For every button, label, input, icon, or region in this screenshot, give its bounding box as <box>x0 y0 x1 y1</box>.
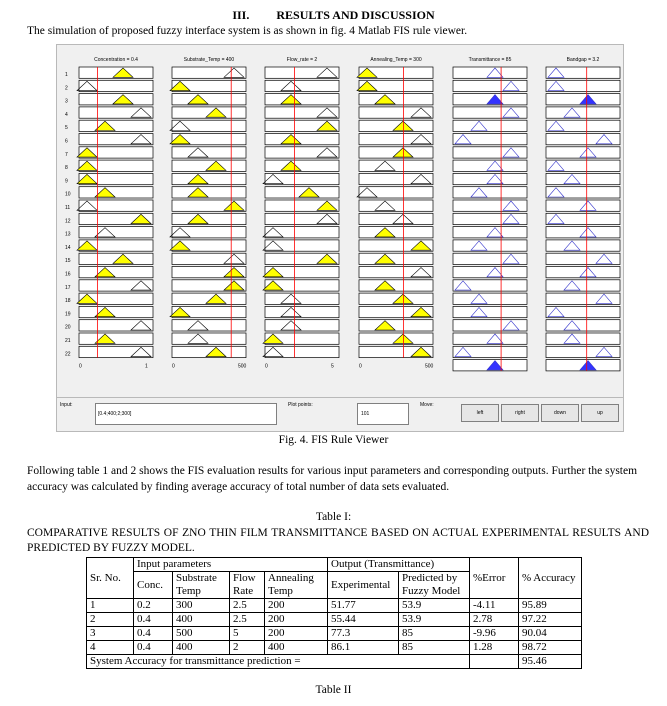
table-row <box>87 641 582 655</box>
rule-cell <box>172 187 246 198</box>
plot-points-label: Plot points: <box>288 402 313 408</box>
rule-cell <box>546 187 620 198</box>
table-cell: 53.9 <box>399 599 470 613</box>
table-cell: 2.5 <box>230 613 265 627</box>
table-cell: 53.9 <box>399 613 470 627</box>
rule-number: 21 <box>65 338 71 344</box>
rule-number: 15 <box>65 258 71 265</box>
rule-cell <box>453 147 527 158</box>
rule-cell <box>453 213 527 224</box>
rule-cell <box>265 94 339 105</box>
rule-cell <box>453 187 527 198</box>
table-cell: 85 <box>399 627 470 641</box>
table-cell: 0.4 <box>134 641 173 655</box>
axis-tick-max: 500 <box>425 363 434 370</box>
rule-cell <box>546 227 620 238</box>
rule-number: 10 <box>65 191 71 198</box>
column-label: Bandgap = 3.2 <box>566 57 600 63</box>
table-cell: 400 <box>173 641 230 655</box>
rule-cell <box>546 333 620 344</box>
section-heading <box>0 8 667 23</box>
rule-number: 16 <box>65 271 71 278</box>
rule-cell <box>172 320 246 331</box>
rule-number: 20 <box>65 324 71 331</box>
rule-cell <box>546 80 620 91</box>
rule-cell <box>265 227 339 238</box>
rule-number: 9 <box>65 178 68 185</box>
table-cell: 400 <box>265 641 328 655</box>
rule-cell <box>453 253 527 264</box>
rule-cell <box>546 160 620 171</box>
rule-cell <box>79 187 153 198</box>
move-down-button[interactable]: down <box>541 404 579 422</box>
header-error: %Error <box>470 558 519 599</box>
rule-number: 5 <box>65 125 68 132</box>
axis-tick-max: 500 <box>238 363 247 370</box>
rule-number: 8 <box>65 165 68 172</box>
rule-cell <box>79 267 153 278</box>
rule-cell <box>453 333 527 344</box>
table-cell: 0.4 <box>134 613 173 627</box>
rule-cell <box>546 280 620 291</box>
rule-cell <box>79 80 153 91</box>
move-left-button[interactable]: left <box>461 404 499 422</box>
table-cell: 90.04 <box>519 627 582 641</box>
header-accuracy: % Accuracy <box>519 558 582 599</box>
rule-number: 18 <box>65 298 71 305</box>
table2-label: Table II <box>315 684 352 696</box>
rule-cell <box>453 240 527 251</box>
table-cell: 200 <box>265 599 328 613</box>
rule-cell <box>453 200 527 211</box>
table-row <box>87 599 582 613</box>
rule-cell <box>79 200 153 211</box>
move-up-button[interactable]: up <box>581 404 619 422</box>
header-output-transmittance: Output (Transmittance) <box>328 558 470 572</box>
rule-cell <box>453 160 527 171</box>
summary-empty-cell <box>470 655 519 669</box>
table-cell: 300 <box>173 599 230 613</box>
rule-cell <box>453 227 527 238</box>
rule-number: 12 <box>65 218 71 225</box>
column-label: Substrate_Temp = 400 <box>183 57 235 63</box>
rule-cell <box>359 320 433 331</box>
table-cell: 77.3 <box>328 627 399 641</box>
rule-number: 6 <box>65 138 68 145</box>
intro-paragraph: The simulation of proposed fuzzy interface system is as shown in fig. 4 Matlab FIS rule viewer. <box>27 25 468 37</box>
rule-cell <box>359 227 433 238</box>
rule-cell <box>172 213 246 224</box>
rule-number: 3 <box>65 98 68 105</box>
rule-plot-area <box>57 45 623 395</box>
rule-cell <box>546 320 620 331</box>
input-field-value: [0.4;400;2;300] <box>98 411 132 417</box>
table-cell: 86.1 <box>328 641 399 655</box>
rule-cell <box>265 134 339 145</box>
rule-cell <box>546 346 620 357</box>
table-cell: 2 <box>230 641 265 655</box>
rule-cell <box>359 160 433 171</box>
rule-cell <box>79 333 153 344</box>
rule-number: 4 <box>65 111 68 118</box>
table-cell: 200 <box>265 627 328 641</box>
rule-number: 13 <box>65 231 71 238</box>
move-right-button[interactable]: right <box>501 404 539 422</box>
rule-cell <box>546 147 620 158</box>
axis-tick-min: 0 <box>265 363 268 370</box>
figure-caption: Fig. 4. FIS Rule Viewer <box>278 434 389 446</box>
rule-cell <box>453 107 527 118</box>
rule-cell <box>546 134 620 145</box>
rule-cell <box>453 80 527 91</box>
table-cell: 2.78 <box>470 613 519 627</box>
rule-cell <box>546 306 620 317</box>
rule-cell <box>359 187 433 198</box>
rule-cell <box>453 173 527 184</box>
body-paragraph: Following table 1 and 2 shows the FIS evaluation results for various input parameters and corresponding outputs. Further the system accuracy was calculated by finding average accuracy of total number of data sets evaluated. <box>27 465 638 493</box>
fis-rule-viewer <box>56 44 624 432</box>
summary-value: 95.46 <box>519 655 582 669</box>
header-sr-no: Sr. No. <box>87 558 134 599</box>
rule-cell <box>359 253 433 264</box>
rule-cell <box>172 147 246 158</box>
table-cell: 1 <box>87 599 134 613</box>
header-substrate-temp: Substrate Temp <box>173 572 230 599</box>
rule-cell <box>359 213 433 224</box>
header-annealing-temp: Annealing Temp <box>265 572 328 599</box>
rule-cell <box>453 306 527 317</box>
control-panel <box>57 397 623 432</box>
rule-cell <box>546 173 620 184</box>
plot-points-field[interactable] <box>357 403 409 425</box>
rule-cell <box>265 173 339 184</box>
column-label: Annealing_Temp = 300 <box>370 57 422 63</box>
rule-number: 17 <box>65 284 71 291</box>
rule-cell <box>359 280 433 291</box>
rule-cell <box>546 267 620 278</box>
rule-cell <box>453 267 527 278</box>
column-label: Flow_rate = 2 <box>286 57 318 63</box>
table-cell: 1.28 <box>470 641 519 655</box>
rule-number: 14 <box>65 244 71 251</box>
rule-cell <box>265 320 339 331</box>
rule-number: 19 <box>65 311 71 318</box>
rule-cell <box>546 293 620 304</box>
rule-cell <box>172 94 246 105</box>
results-table <box>86 557 582 669</box>
table1-label: Table I: <box>315 511 352 523</box>
rule-cell <box>265 306 339 317</box>
axis-tick-min: 0 <box>79 363 82 370</box>
column-label: Transmittance = 85 <box>468 57 512 63</box>
rule-cell <box>265 240 339 251</box>
rule-cell <box>546 253 620 264</box>
table-cell: 0.4 <box>134 627 173 641</box>
section-title: RESULTS AND DISCUSSION <box>276 8 435 22</box>
table1-title: COMPARATIVE RESULTS OF ZNO THIN FILM TRANSMITTANCE BASED ON ACTUAL EXPERIMENTAL RESULTS AND PREDICTED BY FUZZY MODEL. <box>27 527 649 554</box>
rule-cell <box>265 160 339 171</box>
rule-cell <box>172 227 246 238</box>
rule-cell <box>172 173 246 184</box>
table-cell: 200 <box>265 613 328 627</box>
table-cell: 500 <box>173 627 230 641</box>
rule-cell <box>546 240 620 251</box>
table-cell: 51.77 <box>328 599 399 613</box>
rule-cell <box>453 120 527 131</box>
rule-cell <box>79 306 153 317</box>
table-cell: 0.2 <box>134 599 173 613</box>
rule-cell <box>546 120 620 131</box>
header-conc: Conc. <box>134 572 173 599</box>
table-cell: -9.96 <box>470 627 519 641</box>
rule-cell <box>359 200 433 211</box>
header-predicted: Predicted by Fuzzy Model <box>399 572 470 599</box>
input-field[interactable] <box>95 403 277 425</box>
table-cell: 97.22 <box>519 613 582 627</box>
rule-number: 1 <box>65 72 68 78</box>
move-label: Move: <box>420 402 434 408</box>
rule-cell <box>453 320 527 331</box>
rule-cell <box>359 94 433 105</box>
rule-cell <box>453 346 527 357</box>
table-cell: 98.72 <box>519 641 582 655</box>
axis-tick-min: 0 <box>359 363 362 370</box>
plot-points-value: 101 <box>361 411 370 417</box>
rule-cell <box>265 346 339 357</box>
header-experimental: Experimental <box>328 572 399 599</box>
rule-cell <box>546 213 620 224</box>
rule-cell <box>265 293 339 304</box>
table-cell: 3 <box>87 627 134 641</box>
rule-cell <box>546 200 620 211</box>
table-cell: 5 <box>230 627 265 641</box>
rule-number: 22 <box>65 351 71 358</box>
table-cell: 400 <box>173 613 230 627</box>
table-cell: 2 <box>87 613 134 627</box>
input-label: Input: <box>60 402 73 408</box>
rule-cell <box>546 67 620 78</box>
axis-tick-max: 5 <box>331 363 334 370</box>
rule-number: 7 <box>65 151 68 158</box>
table-row <box>87 613 582 627</box>
rule-cell <box>453 293 527 304</box>
rule-cell <box>453 280 527 291</box>
rule-cell <box>546 107 620 118</box>
table-cell: 95.89 <box>519 599 582 613</box>
column-label: Concentration = 0.4 <box>94 57 138 63</box>
header-input-parameters: Input parameters <box>134 558 328 572</box>
rule-number: 2 <box>65 85 68 92</box>
table-cell: 85 <box>399 641 470 655</box>
axis-tick-min: 0 <box>172 363 175 370</box>
rule-cell <box>453 67 527 78</box>
axis-tick-max: 1 <box>145 363 148 370</box>
rule-cell <box>453 134 527 145</box>
rule-cell <box>79 227 153 238</box>
section-number: III. <box>232 8 250 22</box>
table-cell: 55.44 <box>328 613 399 627</box>
rule-cell <box>79 120 153 131</box>
rule-cell <box>265 80 339 91</box>
summary-label: System Accuracy for transmittance prediction = <box>87 655 470 669</box>
table-cell: 2.5 <box>230 599 265 613</box>
rule-cell <box>172 120 246 131</box>
header-flow-rate: Flow Rate <box>230 572 265 599</box>
rule-number: 11 <box>65 205 71 211</box>
table-row <box>87 627 582 641</box>
table-cell: 4 <box>87 641 134 655</box>
table-cell: -4.11 <box>470 599 519 613</box>
rule-cell <box>172 333 246 344</box>
